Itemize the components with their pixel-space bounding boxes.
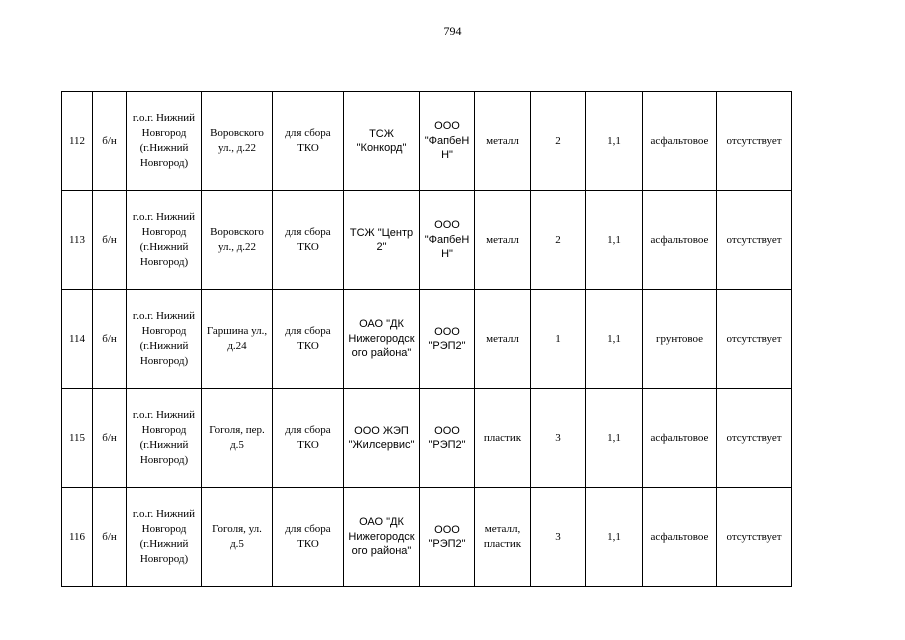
cell-number: 115 xyxy=(62,389,93,488)
table-row xyxy=(62,92,792,191)
cell-purpose xyxy=(273,290,344,389)
cell-municipality-line: г.о.г. Нижний xyxy=(132,310,196,322)
cell-purpose-line: для сбора xyxy=(285,325,331,337)
cell-surface: асфальтовое xyxy=(643,92,717,191)
cell-material-line: металл xyxy=(486,332,519,345)
cell-container-count: 2 xyxy=(531,191,586,290)
cell-surface: асфальтовое xyxy=(643,191,717,290)
table-body xyxy=(62,92,792,587)
cell-municipality-line: г.о.г. Нижний xyxy=(132,112,196,124)
cell-operator-line: "ФапбеН xyxy=(424,233,470,246)
cell-registry-mark: б/н xyxy=(93,389,127,488)
cell-purpose-line: для сбора xyxy=(285,127,331,139)
cell-address xyxy=(202,92,273,191)
cell-municipality xyxy=(127,92,202,191)
cell-material xyxy=(475,488,531,587)
cell-operator-line: Н" xyxy=(441,149,453,162)
cell-municipality xyxy=(127,290,202,389)
cell-address-line: д.5 xyxy=(230,439,244,451)
cell-material xyxy=(475,191,531,290)
cell-purpose xyxy=(273,191,344,290)
cell-address-line: Гоголя, пер. xyxy=(209,424,265,436)
cell-municipality-line: Новгород) xyxy=(139,553,189,565)
cell-material xyxy=(475,290,531,389)
cell-address xyxy=(202,389,273,488)
cell-address-line: Гаршина ул., xyxy=(206,325,268,337)
table-row xyxy=(62,389,792,488)
cell-fence: отсутствует xyxy=(717,290,792,389)
cell-municipality-line: Новгород xyxy=(141,424,187,436)
cell-organization-line: ТСЖ "Центр xyxy=(349,226,414,239)
cell-address-line: ул., д.22 xyxy=(217,142,257,154)
cell-operator-line: ООО xyxy=(434,424,460,437)
cell-container-volume: 1,1 xyxy=(586,389,643,488)
cell-container-count: 3 xyxy=(531,389,586,488)
cell-operator-line: ООО xyxy=(434,523,460,536)
cell-container-volume: 1,1 xyxy=(586,92,643,191)
table-row xyxy=(62,290,792,389)
cell-operator xyxy=(420,191,475,290)
cell-registry-mark: б/н xyxy=(93,290,127,389)
cell-material-line: пластик xyxy=(483,538,522,550)
cell-municipality-line: Новгород) xyxy=(139,157,189,169)
page-number: 794 xyxy=(443,24,462,38)
cell-operator xyxy=(420,488,475,587)
cell-organization-line: "Конкорд" xyxy=(356,142,407,154)
cell-organization-line: ого района" xyxy=(351,347,412,360)
cell-surface: асфальтовое xyxy=(643,389,717,488)
cell-municipality-line: г.о.г. Нижний xyxy=(132,211,196,223)
cell-operator xyxy=(420,389,475,488)
cell-municipality-line: Новгород) xyxy=(139,454,189,466)
cell-address-line: Воровского xyxy=(210,226,264,238)
cell-number: 114 xyxy=(62,290,93,389)
cell-purpose-line: ТКО xyxy=(297,439,319,451)
cell-operator-line: ООО xyxy=(434,325,460,338)
cell-municipality-line: Новгород xyxy=(141,325,187,337)
cell-address-line: Воровского xyxy=(210,127,264,139)
cell-organization xyxy=(344,389,420,488)
cell-municipality-line: (г.Нижний xyxy=(139,241,189,253)
cell-material-line: металл xyxy=(486,233,519,246)
cell-operator-line: "РЭП2" xyxy=(428,439,466,451)
cell-operator-line: "РЭП2" xyxy=(428,538,466,550)
cell-fence: отсутствует xyxy=(717,191,792,290)
cell-container-volume: 1,1 xyxy=(586,488,643,587)
cell-number: 112 xyxy=(62,92,93,191)
cell-municipality-line: Новгород xyxy=(141,523,187,535)
cell-purpose-line: ТКО xyxy=(297,340,319,352)
cell-municipality xyxy=(127,191,202,290)
cell-municipality-line: Новгород) xyxy=(139,256,189,268)
cell-municipality-line: Новгород) xyxy=(139,355,189,367)
cell-municipality xyxy=(127,488,202,587)
cell-operator-line: ООО xyxy=(434,120,460,133)
cell-address xyxy=(202,488,273,587)
cell-container-count: 3 xyxy=(531,488,586,587)
cell-municipality-line: Новгород xyxy=(141,127,187,139)
table-row xyxy=(62,191,792,290)
cell-material xyxy=(475,92,531,191)
cell-organization-line: Нижегородск xyxy=(348,530,415,543)
cell-material-line: металл, xyxy=(484,523,521,535)
table-row xyxy=(62,488,792,587)
cell-fence: отсутствует xyxy=(717,92,792,191)
cell-operator xyxy=(420,290,475,389)
cell-purpose-line: ТКО xyxy=(297,538,319,550)
cell-purpose-line: ТКО xyxy=(297,241,319,253)
cell-purpose-line: для сбора xyxy=(285,523,331,535)
cell-operator-line: Н" xyxy=(441,248,453,261)
cell-number: 116 xyxy=(62,488,93,587)
cell-material xyxy=(475,389,531,488)
cell-municipality-line: (г.Нижний xyxy=(139,538,189,550)
cell-fence: отсутствует xyxy=(717,488,792,587)
cell-operator-line: "РЭП2" xyxy=(428,340,466,352)
cell-municipality xyxy=(127,389,202,488)
cell-organization xyxy=(344,92,420,191)
cell-operator-line: "ФапбеН xyxy=(424,134,470,147)
cell-municipality-line: г.о.г. Нижний xyxy=(132,409,196,421)
cell-purpose xyxy=(273,92,344,191)
cell-container-count: 2 xyxy=(531,92,586,191)
cell-purpose xyxy=(273,488,344,587)
cell-container-volume: 1,1 xyxy=(586,191,643,290)
cell-organization-line: ОАО "ДК xyxy=(359,318,404,331)
cell-address-line: ул., д.22 xyxy=(217,241,257,253)
cell-address-line: Гоголя, ул. xyxy=(212,523,262,535)
cell-number: 113 xyxy=(62,191,93,290)
cell-purpose-line: для сбора xyxy=(285,424,331,436)
cell-organization-line: Нижегородск xyxy=(348,332,415,345)
cell-material-line: пластик xyxy=(483,431,522,444)
cell-container-count: 1 xyxy=(531,290,586,389)
cell-registry-mark: б/н xyxy=(93,191,127,290)
cell-municipality-line: (г.Нижний xyxy=(139,439,189,451)
cell-operator-line: ООО xyxy=(434,219,460,232)
cell-organization xyxy=(344,290,420,389)
cell-organization-line: ОАО "ДК xyxy=(359,516,404,529)
cell-address-line: д.5 xyxy=(230,538,244,550)
cell-registry-mark: б/н xyxy=(93,92,127,191)
cell-organization-line: ООО ЖЭП xyxy=(354,424,409,437)
cell-municipality-line: г.о.г. Нижний xyxy=(132,508,196,520)
cell-organization xyxy=(344,488,420,587)
cell-address-line: д.24 xyxy=(227,340,247,352)
cell-municipality-line: Новгород xyxy=(141,226,187,238)
cell-purpose xyxy=(273,389,344,488)
cell-surface: грунтовое xyxy=(643,290,717,389)
cell-surface: асфальтовое xyxy=(643,488,717,587)
cell-address xyxy=(202,191,273,290)
cell-fence: отсутствует xyxy=(717,389,792,488)
cell-organization xyxy=(344,191,420,290)
cell-municipality-line: (г.Нижний xyxy=(139,142,189,154)
cell-purpose-line: ТКО xyxy=(297,142,319,154)
cell-purpose-line: для сбора xyxy=(285,226,331,238)
cell-material-line: металл xyxy=(486,134,519,147)
cell-operator xyxy=(420,92,475,191)
cell-municipality-line: (г.Нижний xyxy=(139,340,189,352)
cell-container-volume: 1,1 xyxy=(586,290,643,389)
cell-organization-line: ТСЖ xyxy=(369,127,394,140)
cell-address xyxy=(202,290,273,389)
cell-organization-line: "Жилсервис" xyxy=(348,439,415,451)
cell-organization-line: ого района" xyxy=(351,545,412,558)
cell-organization-line: 2" xyxy=(376,241,387,253)
waste-sites-table xyxy=(61,91,792,587)
cell-registry-mark: б/н xyxy=(93,488,127,587)
